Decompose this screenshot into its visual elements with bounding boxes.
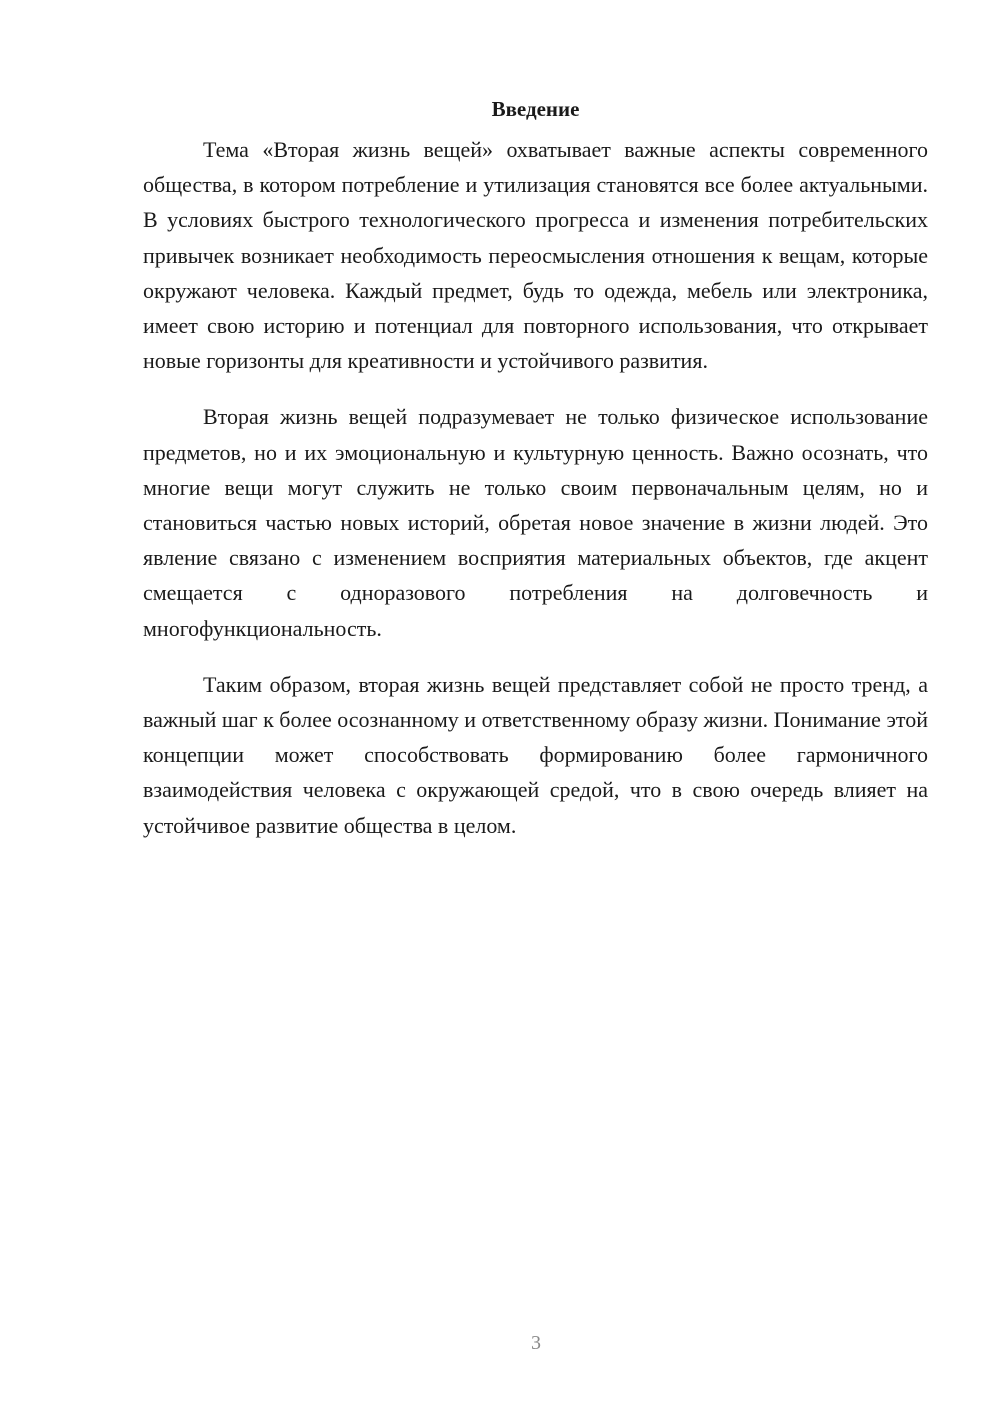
- page-content: [143, 92, 928, 864]
- paragraph-2: Вторая жизнь вещей подразумевает не только физическое использование предметов, но и их эмоциональную и культурную ценность. Важно осознать, что многие вещи могут служить не только своим первоначальным целям, но и становиться частью новых историй, обретая новое значение в жизни людей. Это явление связано с изменением восприятия материальных объектов, где акцент смещается с одноразового потребления на долговечность и многофункциональность.: [143, 404, 928, 641]
- paragraph-1: Тема «Вторая жизнь вещей» охватывает важные аспекты современного общества, в котором потребление и утилизация становятся все более актуальными. В условиях быстрого технологического прогресса и изменения потребительских привычек возникает необходимость переосмысления отношения к вещам, которые окружают человека. Каждый предмет, будь то одежда, мебель или электроника, имеет свою историю и потенциал для повторного использования, что открывает новые горизонты для креативности и устойчивого развития.: [143, 137, 928, 374]
- section-heading: Введение: [491, 97, 580, 121]
- page-number: 3: [531, 1332, 541, 1354]
- paragraph-3: Таким образом, вторая жизнь вещей представляет собой не просто тренд, а важный шаг к более осознанному и ответственному образу жизни. Понимание этой концепции может способствовать формированию более гармоничного взаимодействия человека с окружающей средой, что в свою очередь влияет на устойчивое развитие общества в целом.: [143, 671, 928, 838]
